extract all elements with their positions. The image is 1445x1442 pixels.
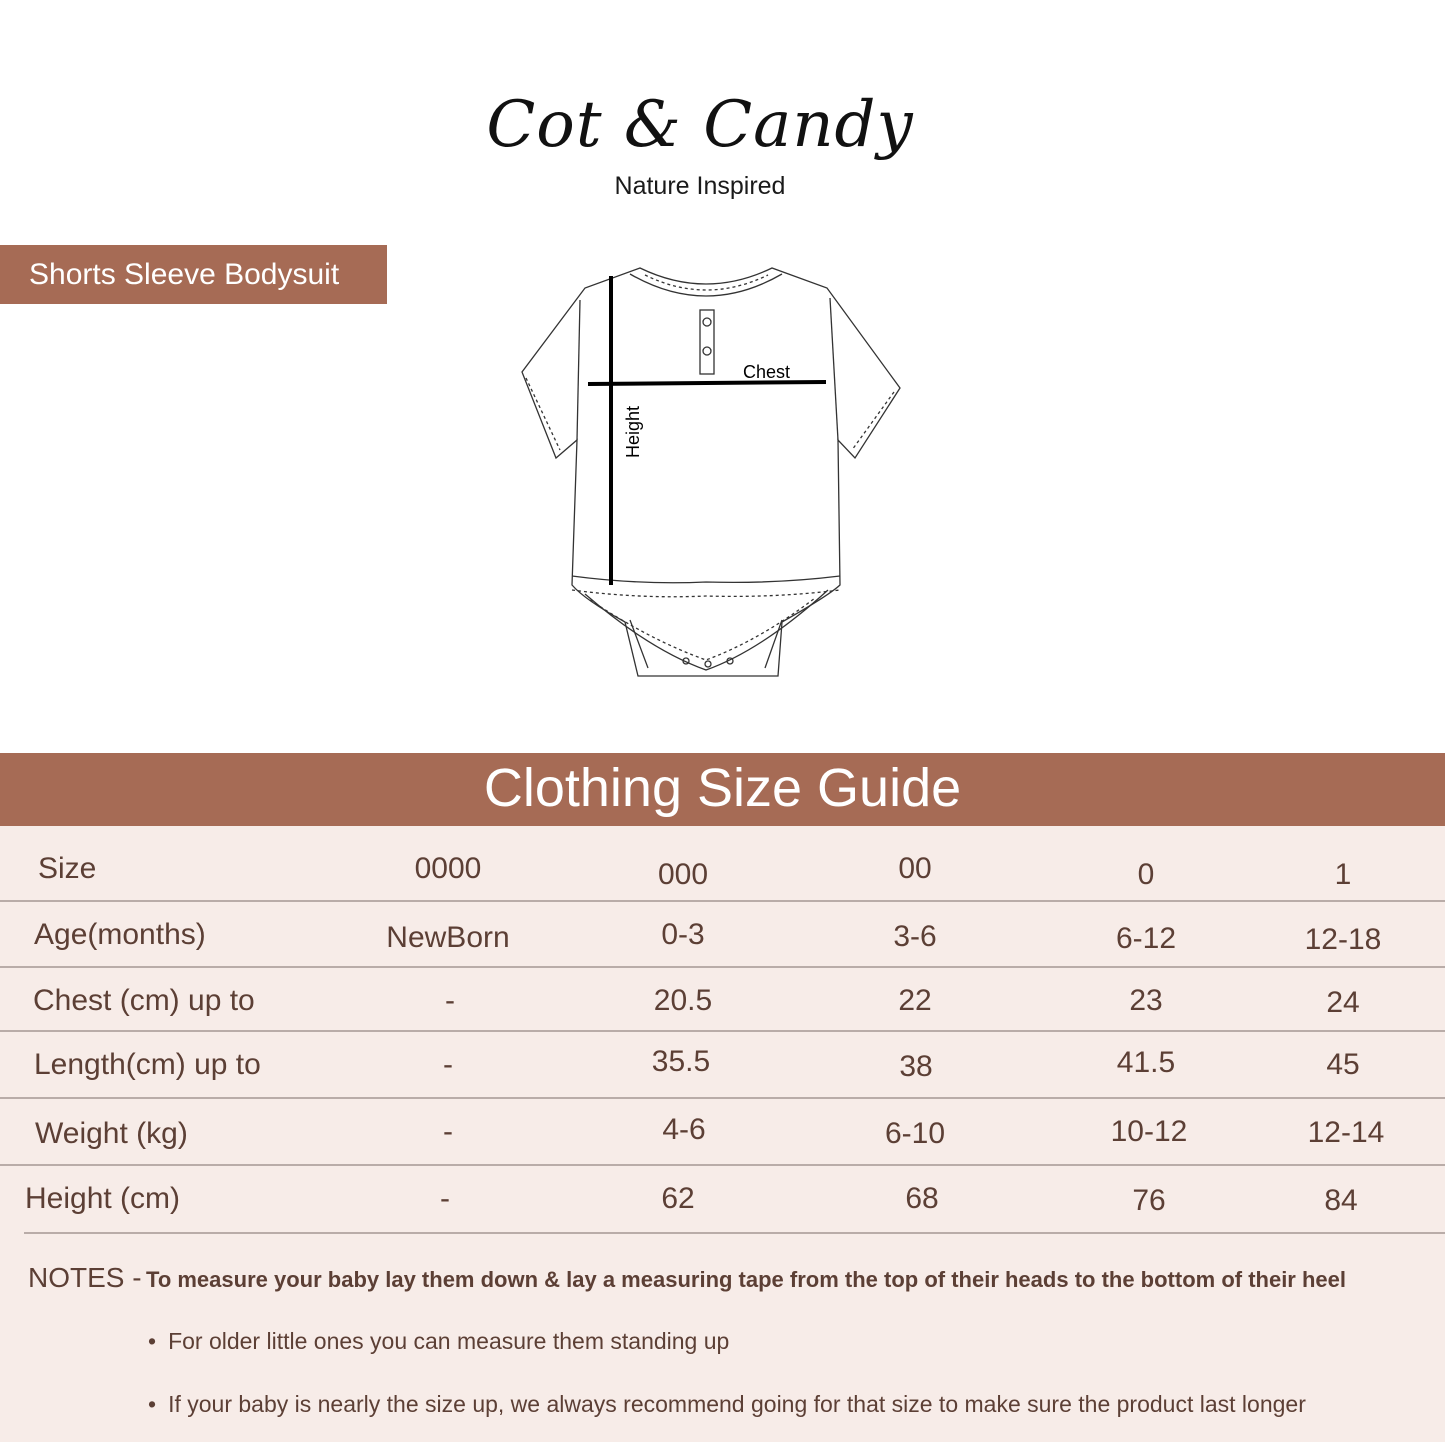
row-label: Size — [38, 852, 97, 885]
table-cell: 12-18 — [1304, 923, 1382, 956]
table-cell: 41.5 — [1116, 1046, 1176, 1079]
table-cell: - — [443, 1115, 453, 1148]
product-label: Shorts Sleeve Bodysuit — [0, 245, 387, 304]
table-cell: 6-12 — [1115, 922, 1177, 955]
notes-section — [28, 1262, 1428, 1294]
table-cell: 76 — [1132, 1184, 1166, 1217]
row-label: Age(months) — [34, 918, 206, 951]
table-cell: - — [445, 984, 455, 1017]
brand-tagline: Nature Inspired — [614, 172, 786, 200]
table-cell: 38 — [899, 1050, 933, 1083]
row-label: Chest (cm) up to — [33, 984, 255, 1017]
table-row-age — [0, 902, 1445, 968]
bodysuit-diagram — [500, 255, 920, 685]
bodysuit-outline — [522, 268, 900, 676]
brand-logo: Cot & Candy — [486, 88, 914, 162]
table-cell: 45 — [1326, 1048, 1360, 1081]
table-cell: 20.5 — [653, 984, 713, 1017]
table-cell: 4-6 — [662, 1113, 706, 1146]
table-cell: 3-6 — [893, 920, 937, 953]
chest-measure-line — [588, 382, 826, 384]
row-label: Length(cm) up to — [34, 1048, 261, 1081]
table-cell: 12-14 — [1307, 1116, 1385, 1149]
height-label: Height — [623, 405, 643, 458]
table-cell: - — [443, 1048, 453, 1081]
size-guide-title: Clothing Size Guide — [0, 753, 1445, 826]
table-cell: 000 — [657, 858, 709, 891]
table-cell: 6-10 — [884, 1117, 946, 1150]
table-cell: 24 — [1326, 986, 1360, 1019]
table-row-size — [0, 836, 1445, 902]
table-cell: 68 — [905, 1182, 939, 1215]
table-cell: 62 — [661, 1182, 695, 1215]
table-row-length — [0, 1032, 1445, 1099]
table-row-weight — [0, 1099, 1445, 1166]
notes-title: NOTES - — [28, 1262, 142, 1293]
row-label: Weight (kg) — [35, 1117, 188, 1150]
table-cell: - — [440, 1182, 450, 1215]
notes-bullet: • If your baby is nearly the size up, we always recommend going for that size to make sure the product last longer — [148, 1391, 1306, 1418]
table-cell: 0 — [1137, 858, 1155, 891]
table-cell: 0-3 — [661, 918, 705, 951]
row-label: Height (cm) — [25, 1182, 181, 1215]
table-row-chest — [0, 968, 1445, 1032]
table-cell: 00 — [898, 852, 932, 885]
table-cell: 1 — [1334, 858, 1352, 891]
table-cell: 84 — [1324, 1184, 1358, 1217]
table-cell: 23 — [1129, 984, 1163, 1017]
table-cell: 22 — [898, 984, 932, 1017]
table-row-height — [24, 1166, 1445, 1234]
notes-main-text: To measure your baby lay them down & lay a measuring tape from the top of their heads to the bottom of their heel — [146, 1267, 1347, 1292]
table-cell: NewBorn — [386, 921, 510, 954]
table-cell: 35.5 — [651, 1045, 711, 1078]
notes-bullet: • For older little ones you can measure them standing up — [148, 1328, 729, 1355]
chest-label: Chest — [743, 362, 791, 382]
table-cell: 0000 — [414, 852, 482, 885]
table-cell: 10-12 — [1110, 1115, 1188, 1148]
